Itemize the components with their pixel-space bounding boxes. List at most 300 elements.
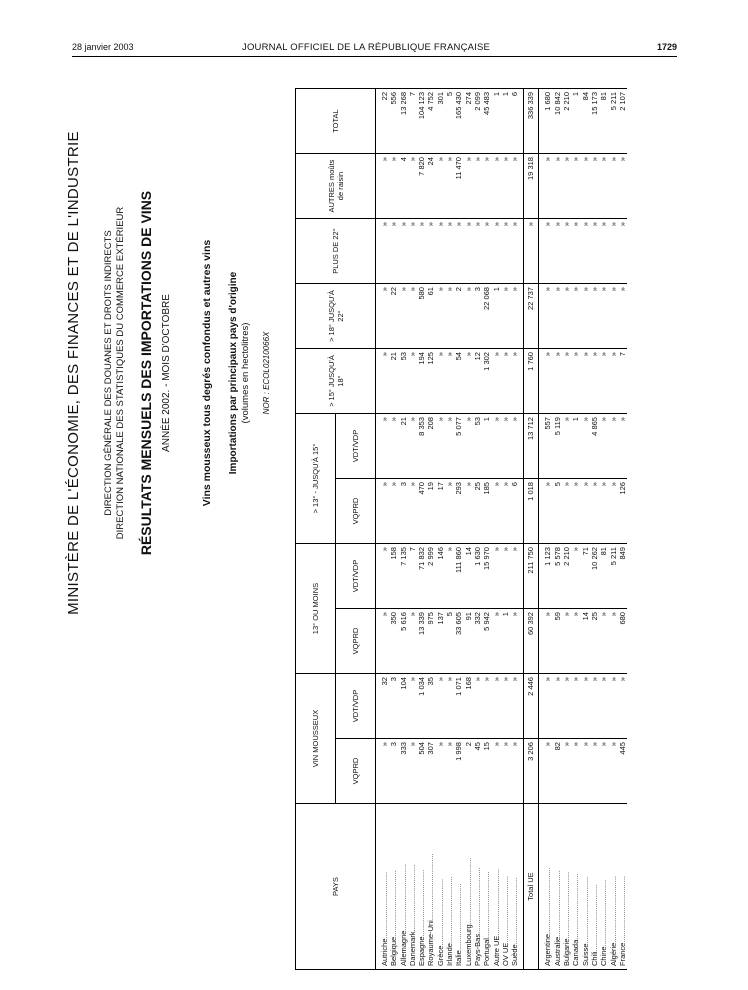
value-cell: » — [590, 349, 599, 414]
value-cell: 2 446 — [524, 674, 539, 739]
value-cell: » — [510, 739, 519, 804]
country-cell — [473, 804, 482, 970]
country-cell — [618, 804, 627, 970]
units-note: (volumes en hectolitres) — [240, 322, 251, 424]
country-name: Grèce — [435, 945, 445, 966]
value-cell: » — [501, 479, 510, 544]
value-cell: » — [562, 674, 571, 739]
country-cell — [553, 804, 562, 970]
value-cell: 7 — [408, 544, 417, 609]
header-13-15: > 13° - JUSQU'À 15° — [296, 414, 336, 544]
value-cell: » — [464, 414, 473, 479]
table-row — [454, 89, 463, 970]
leader-dots: ................................ — [417, 869, 427, 937]
value-cell: 1 — [482, 414, 491, 479]
country-cell — [389, 804, 398, 970]
value-cell: » — [380, 739, 389, 804]
value-cell: 4 865 — [590, 414, 599, 479]
leader-dots: ................................ — [435, 878, 445, 946]
leader-dots: ................................ — [389, 870, 399, 937]
value-cell: » — [609, 479, 618, 544]
value-cell: » — [553, 219, 562, 284]
value-cell: 4 — [399, 154, 408, 219]
value-cell: » — [618, 674, 627, 739]
value-cell: 557 — [543, 414, 552, 479]
country-name: Argentine — [543, 933, 553, 966]
value-cell: 60 392 — [524, 609, 539, 674]
value-cell: 32 — [380, 674, 389, 739]
value-cell: » — [399, 219, 408, 284]
value-cell: 2 999 — [426, 544, 435, 609]
value-cell: » — [408, 609, 417, 674]
value-cell: » — [492, 414, 501, 479]
country-name: Italie — [454, 950, 464, 966]
header-13-ou-moins: 13° OU MOINS — [296, 544, 336, 674]
value-cell: » — [609, 414, 618, 479]
leader-dots: ................................ — [398, 863, 408, 931]
value-cell: 61 — [426, 284, 435, 349]
leader-dots: ................................ — [599, 879, 609, 947]
value-cell: 5 077 — [454, 414, 463, 479]
value-cell: 1 — [492, 284, 501, 349]
leader-dots: ................................ — [552, 870, 562, 937]
value-cell: » — [464, 349, 473, 414]
value-cell: 1 — [492, 89, 501, 154]
value-cell: 22 737 — [524, 284, 539, 349]
value-cell: 45 — [473, 739, 482, 804]
header-pays: PAYS — [296, 804, 376, 970]
value-cell: 14 — [581, 609, 590, 674]
value-cell: 11 470 — [454, 154, 463, 219]
country-name: Danemark — [407, 931, 417, 966]
value-cell: 504 — [417, 739, 426, 804]
table-row — [464, 89, 473, 970]
country-cell — [492, 804, 501, 970]
value-cell: 10 262 — [590, 544, 599, 609]
value-cell: » — [445, 414, 454, 479]
value-cell: » — [510, 544, 519, 609]
value-cell: 71 — [581, 544, 590, 609]
country-name: Luxembourg — [463, 924, 473, 966]
value-cell: » — [445, 479, 454, 544]
country-name: Pays-Bas — [472, 933, 482, 966]
value-cell: » — [543, 609, 552, 674]
country-cell — [464, 804, 473, 970]
value-cell: 6 — [510, 479, 519, 544]
value-cell: » — [501, 739, 510, 804]
value-cell: » — [553, 284, 562, 349]
value-cell: 5 — [445, 609, 454, 674]
value-cell: 307 — [426, 739, 435, 804]
value-cell: 1 760 — [524, 349, 539, 414]
value-cell: 6 — [510, 89, 519, 154]
value-cell: 332 — [473, 609, 482, 674]
value-cell: 8 353 — [417, 414, 426, 479]
value-cell: » — [581, 284, 590, 349]
value-cell: » — [445, 284, 454, 349]
value-cell: 7 820 — [417, 154, 426, 219]
country-name: France — [617, 942, 627, 966]
value-cell: » — [436, 284, 445, 349]
table-row — [426, 89, 435, 970]
country-name: Autre UE — [491, 935, 501, 966]
value-cell: » — [436, 414, 445, 479]
leader-dots: ................................ — [562, 871, 572, 939]
value-cell: 5 — [553, 479, 562, 544]
value-cell: 146 — [436, 544, 445, 609]
direction-line-1: DIRECTION GÉNÉRALE DES DOUANES ET DROITS INDIRECTS — [103, 230, 114, 516]
value-cell: » — [408, 674, 417, 739]
value-cell: 22 — [389, 284, 398, 349]
value-cell: 15 970 — [482, 544, 491, 609]
leader-dots: ................................ — [482, 871, 492, 939]
country-cell — [482, 804, 491, 970]
value-cell: 680 — [618, 609, 627, 674]
value-cell: 1 071 — [454, 674, 463, 739]
table-row — [590, 89, 599, 970]
value-cell: » — [389, 414, 398, 479]
value-cell: » — [571, 674, 580, 739]
value-cell: » — [543, 739, 552, 804]
value-cell: » — [389, 219, 398, 284]
value-cell: 53 — [399, 349, 408, 414]
value-cell: » — [501, 544, 510, 609]
value-cell: » — [501, 349, 510, 414]
value-cell: 556 — [389, 89, 398, 154]
value-cell: » — [380, 219, 389, 284]
value-cell: » — [445, 349, 454, 414]
value-cell: » — [389, 154, 398, 219]
value-cell: » — [492, 674, 501, 739]
value-cell: » — [599, 154, 608, 219]
value-cell: 111 860 — [454, 544, 463, 609]
value-cell: 5 119 — [553, 414, 562, 479]
value-cell: » — [408, 349, 417, 414]
leader-dots: ................................ — [472, 867, 482, 934]
total-row — [524, 89, 539, 970]
value-cell: » — [380, 414, 389, 479]
header-journal-title: JOURNAL OFFICIEL DE LA RÉPUBLIQUE FRANÇAISE — [242, 42, 491, 53]
value-cell: 2 210 — [562, 89, 571, 154]
subtitle: Vins mousseux tous degrés confondus et autres vins — [201, 239, 213, 507]
value-cell: » — [408, 154, 417, 219]
value-cell: 4 752 — [426, 89, 435, 154]
country-name: Bulgarie — [562, 938, 572, 966]
country-name: Australie — [552, 936, 562, 966]
value-cell: 15 173 — [590, 89, 599, 154]
value-cell: » — [599, 349, 608, 414]
value-cell: 293 — [454, 479, 463, 544]
value-cell: » — [571, 154, 580, 219]
value-cell: » — [562, 414, 571, 479]
value-cell: 445 — [618, 739, 627, 804]
value-cell: » — [436, 219, 445, 284]
value-cell: » — [571, 479, 580, 544]
value-cell: » — [562, 219, 571, 284]
country-cell — [436, 804, 445, 970]
value-cell: » — [590, 674, 599, 739]
value-cell: » — [581, 349, 590, 414]
value-cell: » — [473, 674, 482, 739]
value-cell: » — [380, 479, 389, 544]
value-cell: » — [543, 154, 552, 219]
leader-dots: ................................ — [463, 857, 473, 925]
value-cell: » — [599, 674, 608, 739]
value-cell: 1 — [571, 89, 580, 154]
value-cell: » — [543, 219, 552, 284]
header-18-22: > 18° JUSQU'À 22° — [296, 284, 376, 349]
value-cell: 19 — [426, 479, 435, 544]
value-cell: 21 — [389, 349, 398, 414]
table-row — [492, 89, 501, 970]
value-cell: » — [492, 349, 501, 414]
value-cell: » — [571, 349, 580, 414]
value-cell: 10 842 — [553, 89, 562, 154]
value-cell: » — [609, 609, 618, 674]
header-autres: AUTRES moûts de raisin — [296, 154, 376, 219]
value-cell: » — [445, 219, 454, 284]
value-cell: » — [380, 349, 389, 414]
value-cell: 59 — [553, 609, 562, 674]
value-cell: » — [562, 154, 571, 219]
value-cell: » — [609, 284, 618, 349]
country-cell — [562, 804, 571, 970]
value-cell: 5 211 — [609, 544, 618, 609]
value-cell: » — [609, 349, 618, 414]
value-cell: 168 — [464, 674, 473, 739]
value-cell: » — [492, 609, 501, 674]
value-cell: » — [492, 154, 501, 219]
table-body — [376, 89, 628, 970]
country-cell — [581, 804, 590, 970]
value-cell: » — [436, 739, 445, 804]
header-page-number: 1729 — [656, 42, 677, 52]
imports-table — [295, 88, 627, 970]
value-cell: 7 135 — [399, 544, 408, 609]
ministry-title: MINISTÈRE DE L'ÉCONOMIE, DES FINANCES ET DE L'INDUSTRIE — [65, 131, 82, 615]
leader-dots: ................................ — [380, 871, 389, 939]
value-cell: » — [436, 674, 445, 739]
value-cell: » — [571, 284, 580, 349]
table-row — [618, 89, 627, 970]
country-cell — [408, 804, 417, 970]
country-cell — [380, 804, 389, 970]
country-name: Allemagne — [398, 930, 408, 966]
value-cell: 22 — [380, 89, 389, 154]
country-cell — [599, 804, 608, 970]
value-cell: 24 — [426, 154, 435, 219]
value-cell: 14 — [464, 544, 473, 609]
sub-header-vqprd: VQPRD — [336, 479, 376, 544]
value-cell: 1 034 — [417, 674, 426, 739]
value-cell: » — [510, 414, 519, 479]
value-cell: » — [590, 154, 599, 219]
value-cell: » — [543, 479, 552, 544]
value-cell: » — [492, 739, 501, 804]
table-row — [553, 89, 562, 970]
value-cell: » — [590, 219, 599, 284]
value-cell: 125 — [426, 349, 435, 414]
value-cell: 81 — [599, 89, 608, 154]
value-cell: 470 — [417, 479, 426, 544]
value-cell: » — [590, 284, 599, 349]
value-cell: » — [501, 284, 510, 349]
leader-dots: ................................ — [589, 884, 599, 952]
value-cell: 5 616 — [399, 609, 408, 674]
value-cell: 975 — [426, 609, 435, 674]
value-cell: 194 — [417, 349, 426, 414]
value-cell: » — [445, 674, 454, 739]
value-cell: 333 — [399, 739, 408, 804]
value-cell: » — [501, 219, 510, 284]
value-cell: 7 — [408, 89, 417, 154]
value-cell: » — [581, 479, 590, 544]
country-name: Irlande — [445, 943, 455, 966]
value-cell: » — [389, 479, 398, 544]
value-cell: 13 712 — [524, 414, 539, 479]
value-cell: » — [599, 219, 608, 284]
value-cell: 82 — [553, 739, 562, 804]
country-name: Chine — [599, 946, 609, 966]
value-cell: » — [510, 349, 519, 414]
value-cell: » — [609, 219, 618, 284]
country-name: Total UE — [526, 872, 536, 901]
value-cell: » — [599, 414, 608, 479]
value-cell: 104 — [399, 674, 408, 739]
country-name: Algérie — [608, 942, 618, 966]
value-cell: 33 605 — [454, 609, 463, 674]
value-cell: » — [543, 674, 552, 739]
value-cell: 53 — [473, 414, 482, 479]
section-title: Importations par principaux pays d'origine — [228, 271, 239, 475]
country-name: OV UE — [500, 942, 510, 966]
country-name: Canada — [571, 939, 581, 966]
value-cell: 2 099 — [473, 89, 482, 154]
direction-line-2: DIRECTION NATIONALE DES STATISTIQUES DU COMMERCE EXTÉRIEUR — [115, 206, 126, 540]
value-cell: » — [492, 544, 501, 609]
value-cell: 22 068 — [482, 284, 491, 349]
value-cell: 13 268 — [399, 89, 408, 154]
country-cell — [543, 804, 552, 970]
leader-dots: ................................ — [426, 853, 436, 921]
value-cell: » — [562, 284, 571, 349]
value-cell: » — [473, 154, 482, 219]
value-cell: 1 — [501, 89, 510, 154]
value-cell: » — [501, 154, 510, 219]
value-cell: 91 — [464, 609, 473, 674]
value-cell: » — [571, 739, 580, 804]
table-row — [609, 89, 618, 970]
value-cell: » — [408, 739, 417, 804]
leader-dots: ................................ — [491, 868, 501, 936]
country-name: Royaume-Uni — [426, 920, 436, 966]
value-cell: 336 339 — [524, 89, 539, 154]
value-cell: » — [599, 739, 608, 804]
value-cell: » — [609, 674, 618, 739]
value-cell: » — [524, 219, 539, 284]
value-cell: » — [408, 479, 417, 544]
value-cell: 1 630 — [473, 544, 482, 609]
value-cell: 301 — [436, 89, 445, 154]
value-cell: 211 750 — [524, 544, 539, 609]
value-cell: 81 — [599, 544, 608, 609]
value-cell: » — [618, 219, 627, 284]
value-cell: 208 — [426, 414, 435, 479]
leader-dots: ................................ — [543, 867, 553, 934]
header-plus-22: PLUS DE 22° — [296, 219, 376, 284]
value-cell: » — [380, 284, 389, 349]
value-cell: » — [380, 154, 389, 219]
value-cell: 104 123 — [417, 89, 426, 154]
table-row — [417, 89, 426, 970]
value-cell: 2 107 — [618, 89, 627, 154]
value-cell: » — [599, 284, 608, 349]
sub-header-vqprd: VQPRD — [336, 609, 376, 674]
value-cell: » — [581, 739, 590, 804]
value-cell: » — [501, 674, 510, 739]
value-cell: 1 998 — [454, 739, 463, 804]
value-cell: » — [543, 349, 552, 414]
period-line: ANNÉE 2002. - MOIS D'OCTOBRE — [161, 294, 172, 452]
leader-dots: ................................ — [454, 883, 464, 951]
value-cell: » — [618, 284, 627, 349]
country-cell — [571, 804, 580, 970]
value-cell: » — [445, 154, 454, 219]
sub-header-vdt: VDT/VDP — [336, 674, 376, 739]
value-cell: » — [562, 609, 571, 674]
value-cell: » — [436, 349, 445, 414]
table-row — [436, 89, 445, 970]
value-cell: 25 — [473, 479, 482, 544]
value-cell: 45 483 — [482, 89, 491, 154]
value-cell: » — [609, 154, 618, 219]
value-cell: » — [618, 154, 627, 219]
value-cell: » — [553, 674, 562, 739]
value-cell: 35 — [426, 674, 435, 739]
value-cell: » — [464, 284, 473, 349]
value-cell: 2 210 — [562, 544, 571, 609]
table-row — [571, 89, 580, 970]
value-cell: 126 — [618, 479, 627, 544]
value-cell: » — [510, 609, 519, 674]
value-cell: » — [399, 284, 408, 349]
country-name: Belgique — [389, 936, 399, 966]
country-cell — [590, 804, 599, 970]
value-cell: » — [581, 414, 590, 479]
sub-header-vdt: VDT/VDP — [336, 414, 376, 479]
value-cell: » — [408, 414, 417, 479]
value-cell: 849 — [618, 544, 627, 609]
leader-dots: ................................ — [571, 873, 581, 940]
value-cell: » — [553, 154, 562, 219]
value-cell: » — [581, 154, 590, 219]
value-cell: 1 680 — [543, 89, 552, 154]
sub-header-vdt: VDT/VDP — [336, 544, 376, 609]
country-cell — [510, 804, 519, 970]
country-name: Chili — [589, 951, 599, 966]
country-name: Portugal — [482, 938, 492, 966]
value-cell: » — [562, 479, 571, 544]
value-cell: » — [590, 479, 599, 544]
value-cell: » — [492, 219, 501, 284]
value-cell: » — [408, 219, 417, 284]
country-cell — [454, 804, 463, 970]
country-name: Espagne — [417, 936, 427, 966]
table-row — [501, 89, 510, 970]
value-cell: 5 — [445, 89, 454, 154]
value-cell: » — [510, 154, 519, 219]
value-cell: 84 — [581, 89, 590, 154]
